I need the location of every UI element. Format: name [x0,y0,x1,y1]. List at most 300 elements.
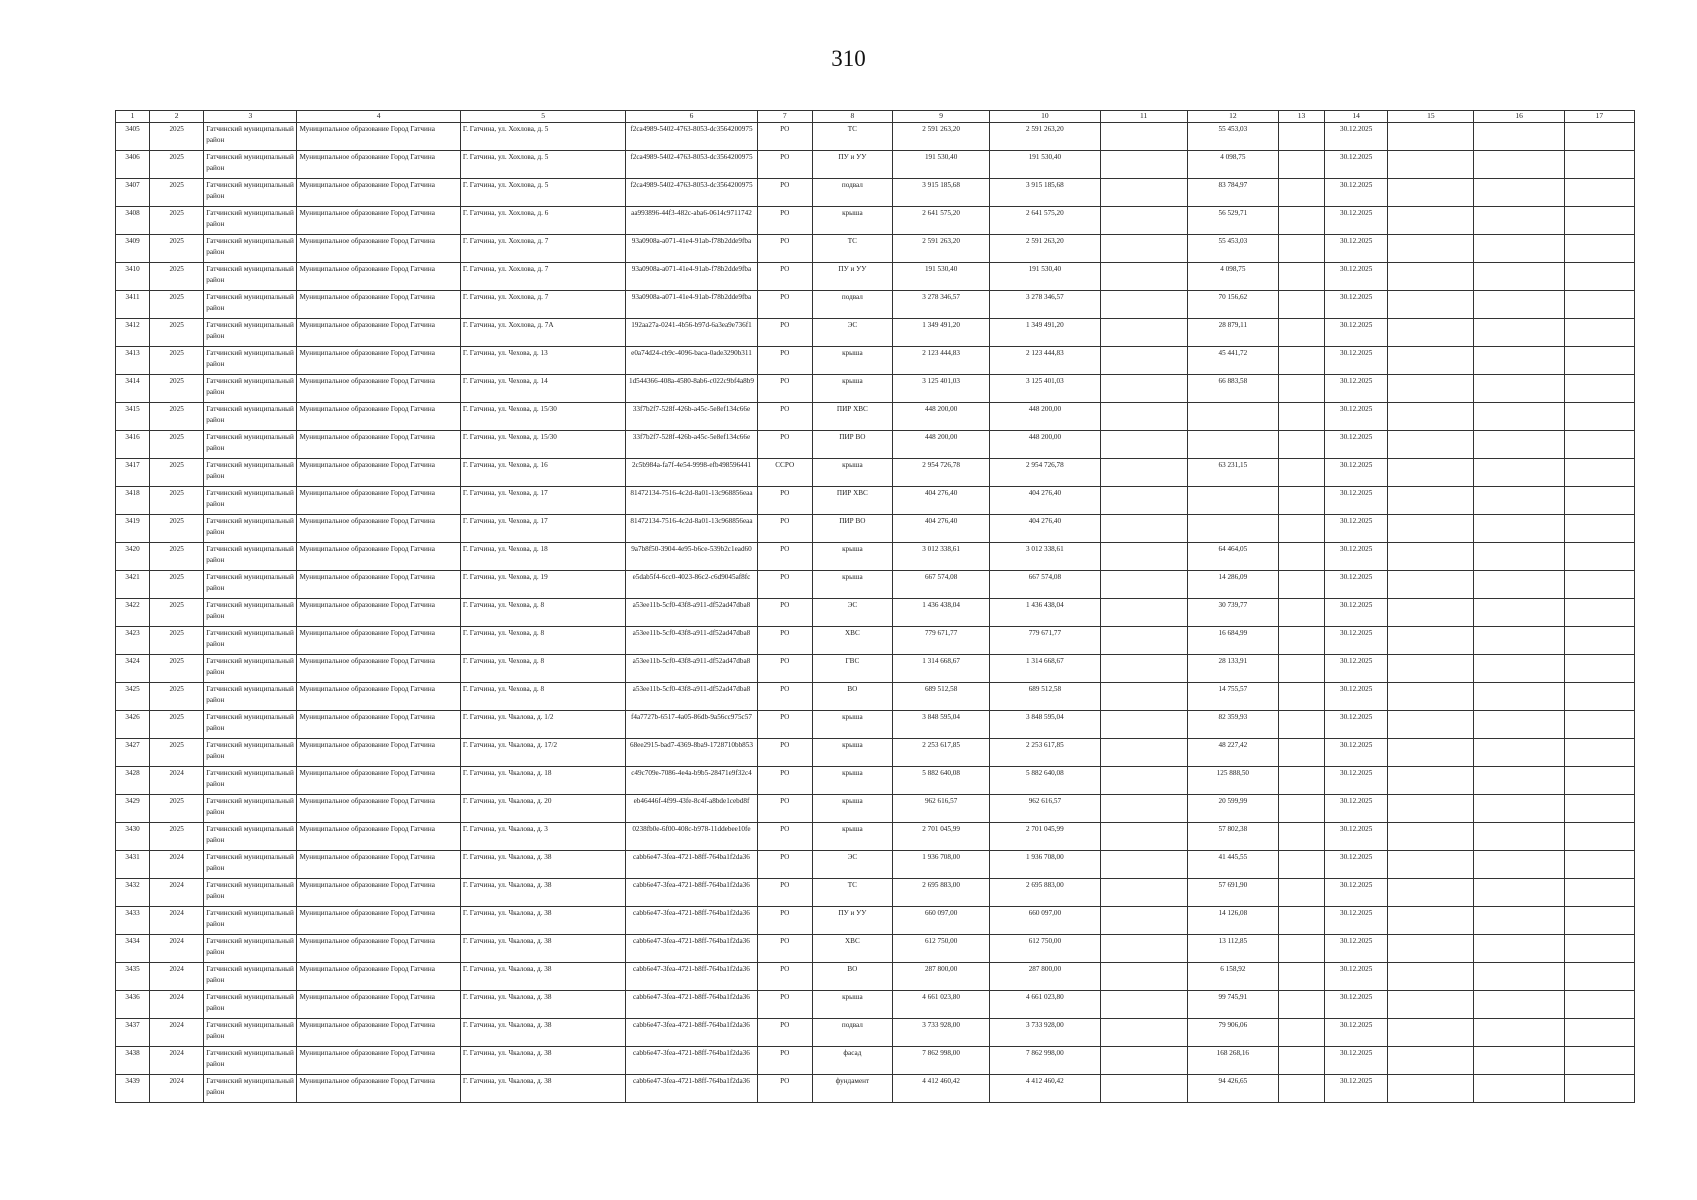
empty-cell-11 [1100,403,1187,431]
total-cost-cell: 448 200,00 [892,431,989,459]
deadline-cell: 30.12.2025 [1325,515,1388,543]
cost-cell: 448 200,00 [990,403,1100,431]
deadline-cell: 30.12.2025 [1325,263,1388,291]
work-type-cell: фасад [812,1047,892,1075]
empty-cell-16 [1474,235,1564,263]
funding-source-cell: РО [757,291,812,319]
empty-cell-15 [1388,655,1474,683]
empty-cell-11 [1100,319,1187,347]
row-number-cell: 3417 [116,459,150,487]
year-cell: 2025 [150,431,204,459]
empty-cell-17 [1564,263,1634,291]
cost-cell: 3 915 185,68 [990,179,1100,207]
district-cell: Гатчинский муниципальный район [204,627,297,655]
cost-cell: 2 253 617,85 [990,739,1100,767]
amount-cell: 66 883,58 [1187,375,1278,403]
municipality-cell: Муниципальное образование Город Гатчина [297,935,460,963]
address-cell: Г. Гатчина, ул. Чкалова, д. 17/2 [460,739,625,767]
column-header-13: 13 [1278,111,1324,123]
empty-cell-13 [1278,123,1324,151]
empty-cell-17 [1564,487,1634,515]
empty-cell-11 [1100,599,1187,627]
deadline-cell: 30.12.2025 [1325,879,1388,907]
funding-source-cell: РО [757,963,812,991]
address-cell: Г. Гатчина, ул. Чехова, д. 8 [460,683,625,711]
row-number-cell: 3413 [116,347,150,375]
empty-cell-15 [1388,1019,1474,1047]
address-cell: Г. Гатчина, ул. Чкалова, д. 38 [460,1075,625,1103]
municipality-cell: Муниципальное образование Город Гатчина [297,459,460,487]
work-type-cell: ПИР ВО [812,431,892,459]
cost-cell: 1 314 668,67 [990,655,1100,683]
deadline-cell: 30.12.2025 [1325,599,1388,627]
work-type-cell: подвал [812,179,892,207]
empty-cell-11 [1100,123,1187,151]
district-cell: Гатчинский муниципальный район [204,739,297,767]
column-header-10: 10 [990,111,1100,123]
address-cell: Г. Гатчина, ул. Чехова, д. 8 [460,627,625,655]
table-row [116,739,1635,767]
address-cell: Г. Гатчина, ул. Чкалова, д. 38 [460,963,625,991]
empty-cell-13 [1278,263,1324,291]
address-cell: Г. Гатчина, ул. Чехова, д. 17 [460,487,625,515]
work-type-cell: крыша [812,207,892,235]
empty-cell-15 [1388,851,1474,879]
cost-cell: 2 123 444,83 [990,347,1100,375]
house-uid-cell: a53ee11b-5cf0-43f8-a911-df52ad47dba8 [626,627,757,655]
house-uid-cell: 9a7b8f50-3904-4e95-b6ce-539b2c1ead60 [626,543,757,571]
empty-cell-11 [1100,655,1187,683]
municipality-cell: Муниципальное образование Город Гатчина [297,179,460,207]
municipality-cell: Муниципальное образование Город Гатчина [297,403,460,431]
row-number-cell: 3409 [116,235,150,263]
empty-cell-15 [1388,151,1474,179]
house-uid-cell: cabb6e47-3fea-4721-b8ff-764ba1f2da36 [626,907,757,935]
district-cell: Гатчинский муниципальный район [204,543,297,571]
amount-cell: 64 464,05 [1187,543,1278,571]
table-row [116,935,1635,963]
municipality-cell: Муниципальное образование Город Гатчина [297,963,460,991]
district-cell: Гатчинский муниципальный район [204,347,297,375]
municipality-cell: Муниципальное образование Город Гатчина [297,263,460,291]
amount-cell: 56 529,71 [1187,207,1278,235]
empty-cell-16 [1474,403,1564,431]
table-row [116,291,1635,319]
municipality-cell: Муниципальное образование Город Гатчина [297,795,460,823]
house-uid-cell: a53ee11b-5cf0-43f8-a911-df52ad47dba8 [626,683,757,711]
empty-cell-17 [1564,795,1634,823]
row-number-cell: 3420 [116,543,150,571]
funding-source-cell: РО [757,907,812,935]
work-type-cell: ЭС [812,319,892,347]
empty-cell-16 [1474,571,1564,599]
district-cell: Гатчинский муниципальный район [204,767,297,795]
empty-cell-11 [1100,907,1187,935]
amount-cell: 41 445,55 [1187,851,1278,879]
address-cell: Г. Гатчина, ул. Чкалова, д. 38 [460,851,625,879]
empty-cell-11 [1100,683,1187,711]
total-cost-cell: 3 733 928,00 [892,1019,989,1047]
deadline-cell: 30.12.2025 [1325,487,1388,515]
municipality-cell: Муниципальное образование Город Гатчина [297,487,460,515]
empty-cell-13 [1278,767,1324,795]
address-cell: Г. Гатчина, ул. Хохлова, д. 7А [460,319,625,347]
district-cell: Гатчинский муниципальный район [204,1047,297,1075]
amount-cell: 57 802,38 [1187,823,1278,851]
empty-cell-16 [1474,375,1564,403]
amount-cell: 14 755,57 [1187,683,1278,711]
column-header-11: 11 [1100,111,1187,123]
empty-cell-13 [1278,291,1324,319]
year-cell: 2025 [150,459,204,487]
empty-cell-15 [1388,347,1474,375]
empty-cell-17 [1564,347,1634,375]
empty-cell-15 [1388,431,1474,459]
deadline-cell: 30.12.2025 [1325,767,1388,795]
table-row [116,263,1635,291]
row-number-cell: 3408 [116,207,150,235]
empty-cell-15 [1388,235,1474,263]
column-header-6: 6 [626,111,757,123]
cost-cell: 4 661 023,80 [990,991,1100,1019]
funding-source-cell: ССРО [757,459,812,487]
district-cell: Гатчинский муниципальный район [204,151,297,179]
municipality-cell: Муниципальное образование Город Гатчина [297,1019,460,1047]
empty-cell-11 [1100,375,1187,403]
table-row [116,207,1635,235]
empty-cell-17 [1564,123,1634,151]
house-uid-cell: 33f7b2f7-528f-426b-a45c-5e8ef134c66e [626,403,757,431]
row-number-cell: 3406 [116,151,150,179]
district-cell: Гатчинский муниципальный район [204,599,297,627]
total-cost-cell: 2 641 575,20 [892,207,989,235]
year-cell: 2025 [150,179,204,207]
municipality-cell: Муниципальное образование Город Гатчина [297,655,460,683]
empty-cell-13 [1278,683,1324,711]
column-header-12: 12 [1187,111,1278,123]
house-uid-cell: cabb6e47-3fea-4721-b8ff-764ba1f2da36 [626,879,757,907]
funding-source-cell: РО [757,739,812,767]
column-header-4: 4 [297,111,460,123]
funding-source-cell: РО [757,683,812,711]
empty-cell-16 [1474,1047,1564,1075]
empty-cell-13 [1278,795,1324,823]
total-cost-cell: 2 695 883,00 [892,879,989,907]
empty-cell-11 [1100,823,1187,851]
row-number-cell: 3428 [116,767,150,795]
empty-cell-16 [1474,851,1564,879]
table-row [116,627,1635,655]
empty-cell-17 [1564,515,1634,543]
funding-source-cell: РО [757,655,812,683]
empty-cell-17 [1564,935,1634,963]
cost-cell: 287 800,00 [990,963,1100,991]
work-type-cell: ВО [812,683,892,711]
house-uid-cell: 68ee2915-bad7-4369-8ba9-1728710bb853 [626,739,757,767]
column-header-9: 9 [892,111,989,123]
empty-cell-15 [1388,991,1474,1019]
empty-cell-16 [1474,599,1564,627]
cost-cell: 191 530,40 [990,151,1100,179]
empty-cell-15 [1388,711,1474,739]
empty-cell-17 [1564,711,1634,739]
empty-cell-16 [1474,823,1564,851]
empty-cell-11 [1100,263,1187,291]
municipality-cell: Муниципальное образование Город Гатчина [297,151,460,179]
year-cell: 2025 [150,515,204,543]
empty-cell-17 [1564,1075,1634,1103]
year-cell: 2025 [150,795,204,823]
empty-cell-16 [1474,151,1564,179]
empty-cell-13 [1278,319,1324,347]
amount-cell: 14 126,08 [1187,907,1278,935]
address-cell: Г. Гатчина, ул. Чкалова, д. 38 [460,907,625,935]
empty-cell-17 [1564,459,1634,487]
table-row [116,991,1635,1019]
deadline-cell: 30.12.2025 [1325,1019,1388,1047]
work-type-cell: ВО [812,963,892,991]
empty-cell-16 [1474,515,1564,543]
total-cost-cell: 191 530,40 [892,263,989,291]
column-header-7: 7 [757,111,812,123]
total-cost-cell: 612 750,00 [892,935,989,963]
total-cost-cell: 1 349 491,20 [892,319,989,347]
empty-cell-16 [1474,347,1564,375]
house-uid-cell: f2ca4989-5402-4763-8053-dc3564200975 [626,179,757,207]
empty-cell-17 [1564,375,1634,403]
row-number-cell: 3414 [116,375,150,403]
empty-cell-16 [1474,935,1564,963]
table-row [116,235,1635,263]
funding-source-cell: РО [757,627,812,655]
empty-cell-16 [1474,711,1564,739]
table-row [116,907,1635,935]
funding-source-cell: РО [757,1075,812,1103]
column-header-5: 5 [460,111,625,123]
column-header-8: 8 [812,111,892,123]
deadline-cell: 30.12.2025 [1325,655,1388,683]
house-uid-cell: c49c709e-7086-4e4a-b9b5-28471e9f32c4 [626,767,757,795]
empty-cell-13 [1278,403,1324,431]
cost-cell: 4 412 460,42 [990,1075,1100,1103]
empty-cell-11 [1100,347,1187,375]
empty-cell-15 [1388,879,1474,907]
address-cell: Г. Гатчина, ул. Хохлова, д. 5 [460,151,625,179]
empty-cell-11 [1100,151,1187,179]
municipality-cell: Муниципальное образование Город Гатчина [297,123,460,151]
amount-cell: 6 158,92 [1187,963,1278,991]
house-uid-cell: cabb6e47-3fea-4721-b8ff-764ba1f2da36 [626,1075,757,1103]
empty-cell-17 [1564,963,1634,991]
table-row [116,319,1635,347]
empty-cell-13 [1278,515,1324,543]
house-uid-cell: cabb6e47-3fea-4721-b8ff-764ba1f2da36 [626,851,757,879]
row-number-cell: 3411 [116,291,150,319]
cost-cell: 448 200,00 [990,431,1100,459]
year-cell: 2025 [150,711,204,739]
empty-cell-13 [1278,739,1324,767]
municipality-cell: Муниципальное образование Город Гатчина [297,879,460,907]
empty-cell-17 [1564,991,1634,1019]
cost-cell: 689 512,58 [990,683,1100,711]
funding-source-cell: РО [757,375,812,403]
table-row [116,179,1635,207]
deadline-cell: 30.12.2025 [1325,795,1388,823]
address-cell: Г. Гатчина, ул. Чкалова, д. 38 [460,1047,625,1075]
row-number-cell: 3430 [116,823,150,851]
empty-cell-15 [1388,375,1474,403]
district-cell: Гатчинский муниципальный район [204,711,297,739]
amount-cell: 16 684,99 [1187,627,1278,655]
funding-source-cell: РО [757,711,812,739]
cost-cell: 2 591 263,20 [990,235,1100,263]
deadline-cell: 30.12.2025 [1325,403,1388,431]
empty-cell-15 [1388,823,1474,851]
total-cost-cell: 3 278 346,57 [892,291,989,319]
empty-cell-16 [1474,1019,1564,1047]
year-cell: 2025 [150,823,204,851]
municipality-cell: Муниципальное образование Город Гатчина [297,711,460,739]
table-row [116,375,1635,403]
column-header-17: 17 [1564,111,1634,123]
empty-cell-15 [1388,795,1474,823]
cost-cell: 3 278 346,57 [990,291,1100,319]
amount-cell: 28 133,91 [1187,655,1278,683]
table-row [116,151,1635,179]
funding-source-cell: РО [757,823,812,851]
deadline-cell: 30.12.2025 [1325,375,1388,403]
address-cell: Г. Гатчина, ул. Чехова, д. 14 [460,375,625,403]
year-cell: 2025 [150,235,204,263]
year-cell: 2025 [150,375,204,403]
year-cell: 2025 [150,123,204,151]
empty-cell-15 [1388,571,1474,599]
cost-cell: 404 276,40 [990,515,1100,543]
table-row [116,879,1635,907]
empty-cell-15 [1388,515,1474,543]
empty-cell-17 [1564,879,1634,907]
work-type-cell: ЭС [812,599,892,627]
deadline-cell: 30.12.2025 [1325,907,1388,935]
address-cell: Г. Гатчина, ул. Хохлова, д. 6 [460,207,625,235]
district-cell: Гатчинский муниципальный район [204,571,297,599]
deadline-cell: 30.12.2025 [1325,991,1388,1019]
amount-cell: 125 888,50 [1187,767,1278,795]
empty-cell-13 [1278,991,1324,1019]
total-cost-cell: 2 954 726,78 [892,459,989,487]
empty-cell-13 [1278,627,1324,655]
empty-cell-17 [1564,1019,1634,1047]
empty-cell-11 [1100,879,1187,907]
funding-source-cell: РО [757,991,812,1019]
address-cell: Г. Гатчина, ул. Чкалова, д. 18 [460,767,625,795]
year-cell: 2024 [150,907,204,935]
cost-cell: 1 436 438,04 [990,599,1100,627]
district-cell: Гатчинский муниципальный район [204,655,297,683]
total-cost-cell: 448 200,00 [892,403,989,431]
empty-cell-15 [1388,683,1474,711]
empty-cell-16 [1474,291,1564,319]
amount-cell [1187,515,1278,543]
total-cost-cell: 404 276,40 [892,487,989,515]
empty-cell-16 [1474,207,1564,235]
amount-cell: 30 739,77 [1187,599,1278,627]
empty-cell-17 [1564,207,1634,235]
empty-cell-17 [1564,179,1634,207]
empty-cell-15 [1388,543,1474,571]
house-uid-cell: eb46446f-4f99-43fe-8c4f-a8bde1cebd8f [626,795,757,823]
table-row [116,963,1635,991]
empty-cell-17 [1564,151,1634,179]
year-cell: 2025 [150,599,204,627]
year-cell: 2024 [150,991,204,1019]
work-type-cell: крыша [812,375,892,403]
empty-cell-17 [1564,319,1634,347]
empty-cell-11 [1100,487,1187,515]
empty-cell-11 [1100,1075,1187,1103]
row-number-cell: 3431 [116,851,150,879]
house-uid-cell: f4a7727b-6517-4a05-86db-9a56cc975c57 [626,711,757,739]
amount-cell: 4 098,75 [1187,263,1278,291]
address-cell: Г. Гатчина, ул. Хохлова, д. 5 [460,123,625,151]
district-cell: Гатчинский муниципальный район [204,375,297,403]
row-number-cell: 3405 [116,123,150,151]
deadline-cell: 30.12.2025 [1325,347,1388,375]
empty-cell-13 [1278,571,1324,599]
district-cell: Гатчинский муниципальный район [204,963,297,991]
district-cell: Гатчинский муниципальный район [204,123,297,151]
empty-cell-11 [1100,767,1187,795]
deadline-cell: 30.12.2025 [1325,1047,1388,1075]
empty-cell-13 [1278,823,1324,851]
municipality-cell: Муниципальное образование Город Гатчина [297,431,460,459]
municipality-cell: Муниципальное образование Город Гатчина [297,1047,460,1075]
house-uid-cell: 1d544366-408a-4580-8ab6-c022c9bf4a8b9 [626,375,757,403]
address-cell: Г. Гатчина, ул. Чкалова, д. 38 [460,991,625,1019]
district-cell: Гатчинский муниципальный район [204,431,297,459]
empty-cell-15 [1388,1075,1474,1103]
funding-source-cell: РО [757,1047,812,1075]
deadline-cell: 30.12.2025 [1325,851,1388,879]
house-uid-cell: f2ca4989-5402-4763-8053-dc3564200975 [626,123,757,151]
cost-cell: 667 574,08 [990,571,1100,599]
empty-cell-11 [1100,711,1187,739]
table-row [116,683,1635,711]
cost-cell: 7 862 998,00 [990,1047,1100,1075]
house-uid-cell: f2ca4989-5402-4763-8053-dc3564200975 [626,151,757,179]
deadline-cell: 30.12.2025 [1325,543,1388,571]
row-number-cell: 3426 [116,711,150,739]
deadline-cell: 30.12.2025 [1325,739,1388,767]
empty-cell-13 [1278,935,1324,963]
house-uid-cell: 93a0908a-a071-41e4-91ab-f78b2dde9fba [626,291,757,319]
work-type-cell: ГВС [812,655,892,683]
row-number-cell: 3432 [116,879,150,907]
work-type-cell: ПУ и УУ [812,907,892,935]
empty-cell-11 [1100,795,1187,823]
cost-cell: 3 733 928,00 [990,1019,1100,1047]
amount-cell: 45 441,72 [1187,347,1278,375]
house-uid-cell: a53ee11b-5cf0-43f8-a911-df52ad47dba8 [626,599,757,627]
empty-cell-17 [1564,599,1634,627]
empty-cell-16 [1474,991,1564,1019]
district-cell: Гатчинский муниципальный район [204,515,297,543]
row-number-cell: 3410 [116,263,150,291]
amount-cell: 20 599,99 [1187,795,1278,823]
empty-cell-16 [1474,683,1564,711]
municipality-cell: Муниципальное образование Город Гатчина [297,907,460,935]
funding-source-cell: РО [757,263,812,291]
